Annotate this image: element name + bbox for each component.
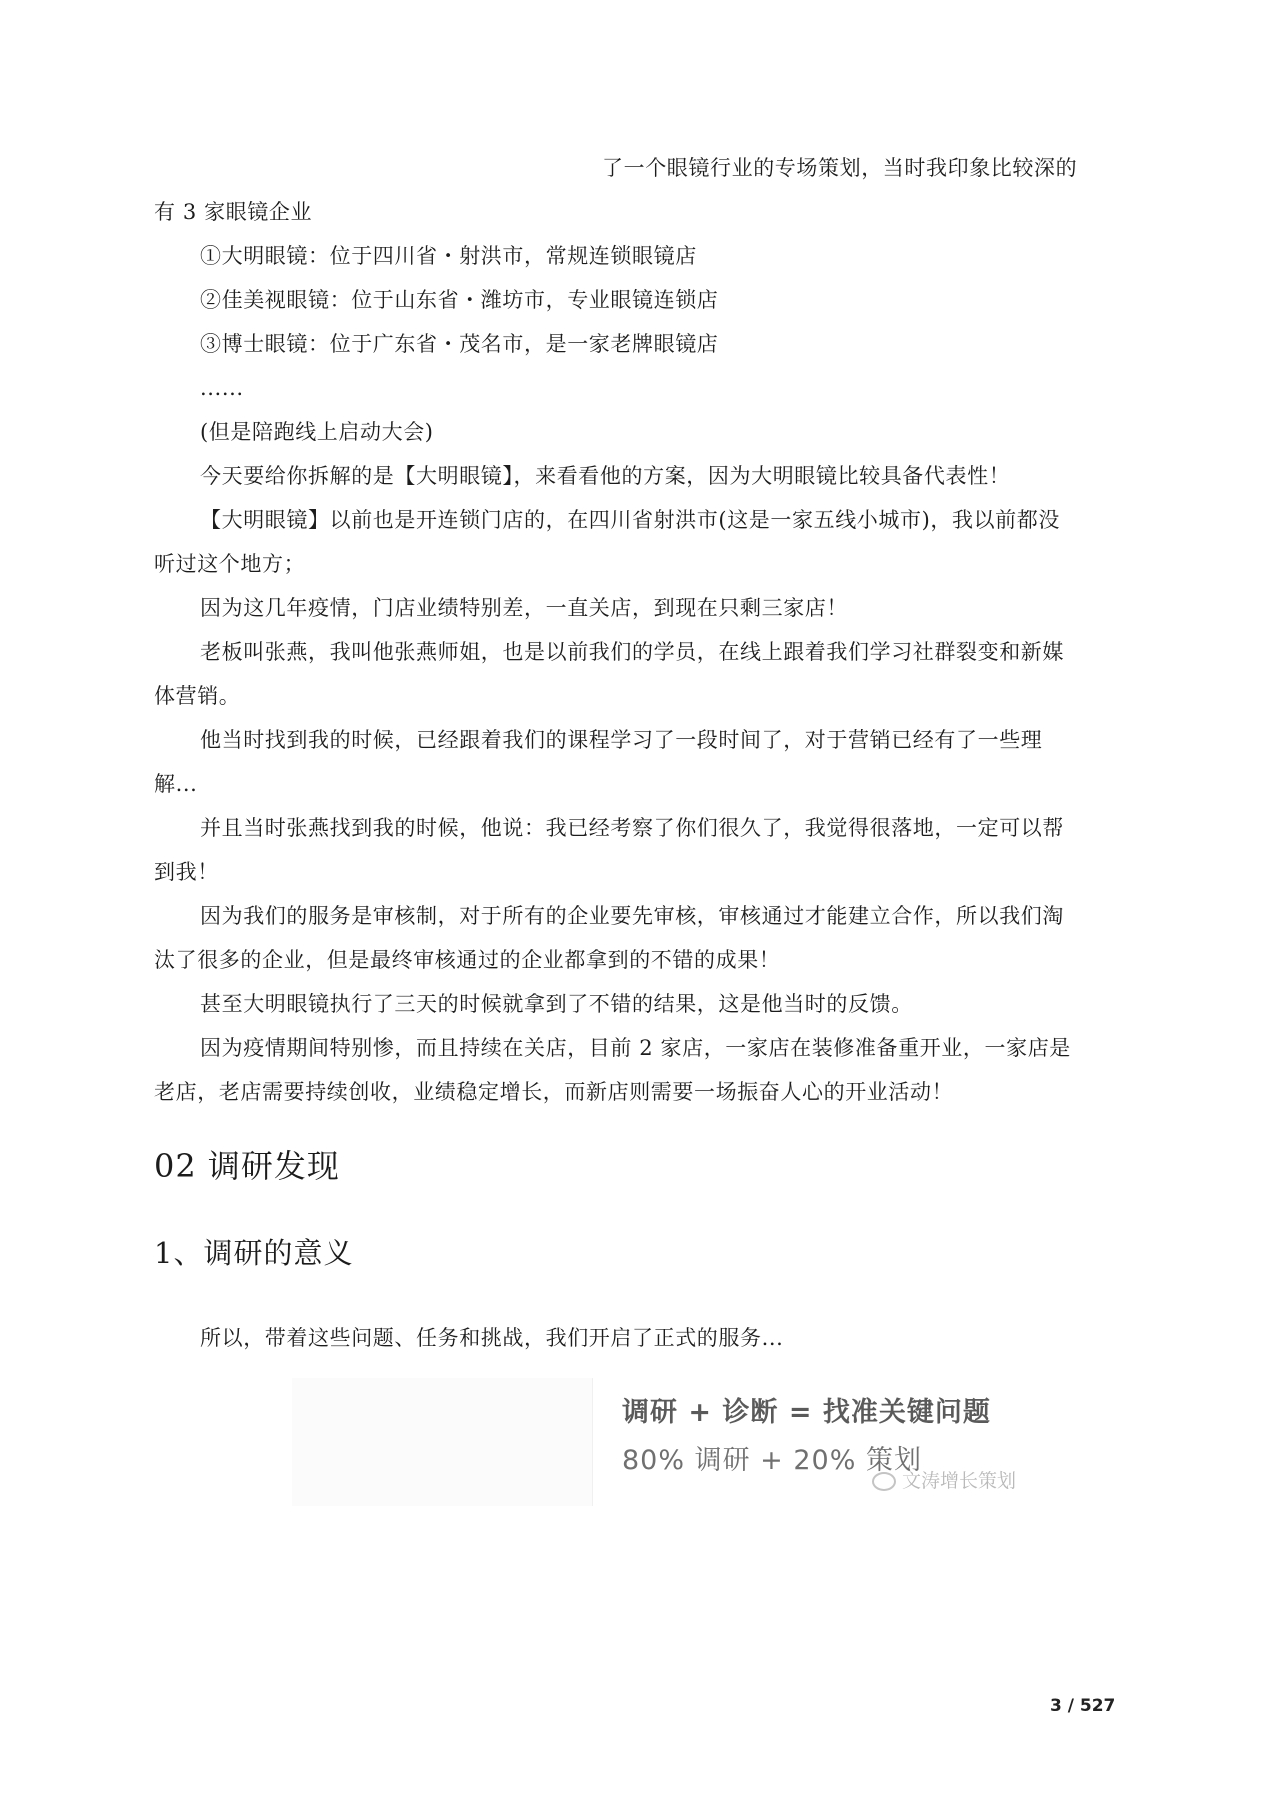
- paragraph: 甚至大明眼镜执行了三天的时候就拿到了不错的结果，这是他当时的反馈。: [200, 992, 913, 1016]
- list-item: ②佳美视眼镜：位于山东省・潍坊市，专业眼镜连锁店: [200, 288, 719, 312]
- watermark-text: 文涛增长策划: [902, 1470, 1017, 1492]
- paragraph-continuation: 老店，老店需要持续创收，业绩稳定增长，而新店则需要一场振奋人心的开业活动！: [154, 1080, 954, 1104]
- body-line: 了一个眼镜行业的专场策划，当时我印象比较深的: [602, 156, 1078, 180]
- paragraph: 因为这几年疫情，门店业绩特别差，一直关店，到现在只剩三家店！: [200, 596, 848, 620]
- figure-subtitle: 80% 调研 + 20% 策划: [622, 1445, 922, 1476]
- subsection-heading: 1、调研的意义: [154, 1236, 354, 1270]
- paragraph: 他当时找到我的时候，已经跟着我们的课程学习了一段时间了，对于营销已经有了一些理: [200, 728, 1043, 752]
- aside-note: (但是陪跑线上启动大会): [200, 420, 434, 444]
- figure-blank-panel: [292, 1378, 593, 1506]
- paragraph-continuation: 解...: [154, 772, 198, 796]
- figure-title: 调研 + 诊断 = 找准关键问题: [622, 1397, 991, 1428]
- ellipsis: ......: [200, 376, 244, 400]
- paragraph: 因为疫情期间特别惨，而且持续在关店，目前 2 家店，一家店在装修准备重开业，一家店是: [200, 1036, 1071, 1060]
- list-item: ③博士眼镜：位于广东省・茂名市，是一家老牌眼镜店: [200, 332, 719, 356]
- page-number: 3 / 527: [1050, 1696, 1116, 1716]
- list-item: ①大明眼镜：位于四川省・射洪市，常规连锁眼镜店: [200, 244, 697, 268]
- section-heading: 02 调研发现: [154, 1147, 340, 1185]
- figure-image: [292, 1378, 1057, 1506]
- wechat-icon: [872, 1472, 896, 1491]
- intro-paragraph: 所以，带着这些问题、任务和挑战，我们开启了正式的服务...: [200, 1326, 784, 1350]
- paragraph: 今天要给你拆解的是【大明眼镜】，来看看他的方案，因为大明眼镜比较具备代表性！: [200, 464, 1011, 488]
- figure-watermark: [872, 1466, 1016, 1493]
- paragraph: 老板叫张燕，我叫他张燕师姐，也是以前我们的学员，在线上跟着我们学习社群裂变和新媒: [200, 640, 1064, 664]
- paragraph: 【大明眼镜】以前也是开连锁门店的，在四川省射洪市(这是一家五线小城市)，我以前都没: [200, 508, 1060, 532]
- paragraph-continuation: 到我！: [154, 860, 219, 884]
- paragraph-continuation: 听过这个地方；: [154, 552, 306, 576]
- body-line: 有 3 家眼镜企业: [154, 200, 313, 224]
- paragraph-continuation: 体营销。: [154, 684, 241, 708]
- paragraph: 并且当时张燕找到我的时候，他说：我已经考察了你们很久了，我觉得很落地，一定可以帮: [200, 816, 1064, 840]
- paragraph: 因为我们的服务是审核制，对于所有的企业要先审核，审核通过才能建立合作，所以我们淘: [200, 904, 1064, 928]
- paragraph-continuation: 汰了很多的企业，但是最终审核通过的企业都拿到的不错的成果！: [154, 948, 781, 972]
